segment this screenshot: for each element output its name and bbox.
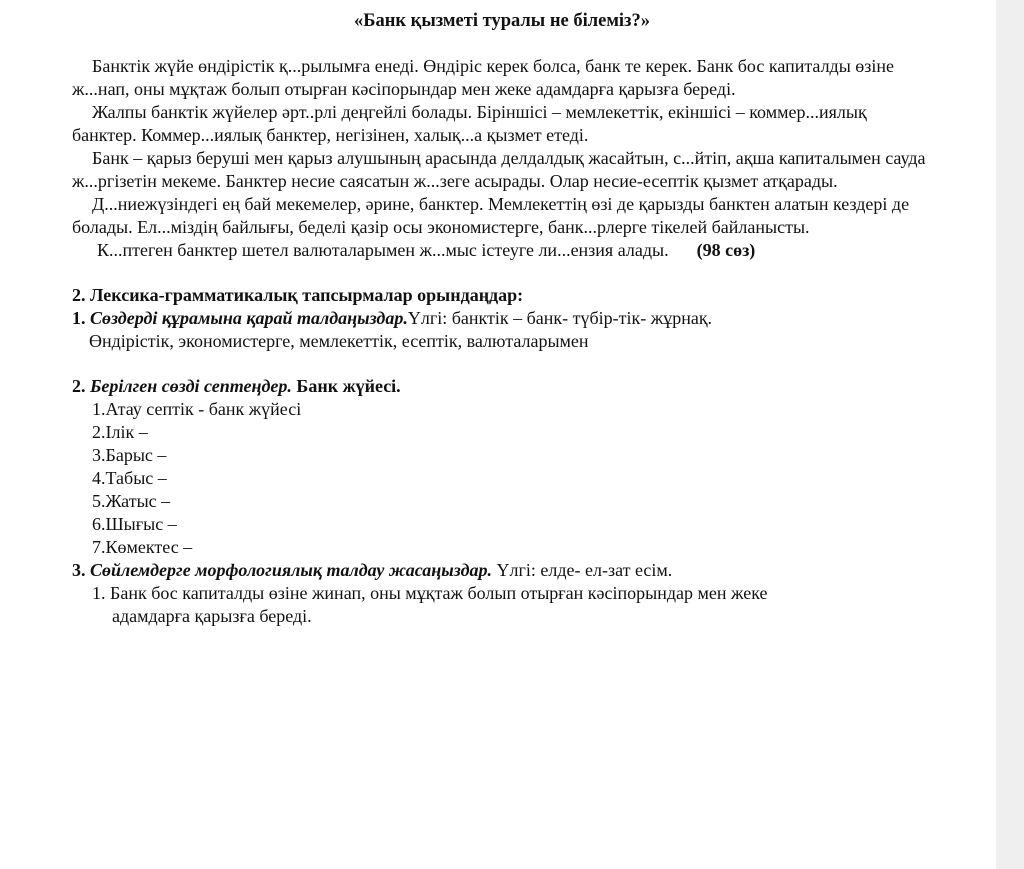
case-list (72, 398, 932, 559)
spacer (72, 353, 932, 375)
task-3-instruction: Сөйлемдерге морфологиялық талдау жасаңыздар. (90, 560, 493, 580)
case-item: 4.Табыс – (92, 468, 167, 488)
task-2-instruction: Берілген сөзді септеңдер. (90, 376, 292, 396)
case-item: 3.Барыс – (92, 445, 167, 465)
last-paragraph-text: К...птеген банктер шетел валюталарымен ж...мыс істеуге ли...ензия алады. (97, 240, 669, 260)
text-paragraph-2: Жалпы банктік жүйелер әрт..рлі деңгейлі болады. Біріншісі – мемлекеттік, екіншісі – коммер...иялық банктер. Коммер...иялық банктер, негізінен, халық...а қызмет етеді. (72, 102, 867, 145)
case-item: 7.Көмектес – (92, 537, 193, 557)
task-1-sample: Үлгі: банктік – банк- түбір-тік- жұрнақ. (407, 308, 713, 328)
viewer-side-strip (996, 0, 1024, 869)
case-item: 5.Жатыс – (92, 491, 171, 511)
text-paragraph-3: Банк – қарыз беруші мен қарыз алушының арасында делдалдық жасайтын, с...йтіп, ақша капиталымен сауда ж...ргізетін мекеме. Банктер несие саясатын ж...зеге асырады. Олар несие-есептік қызмет атқарады. (72, 148, 926, 191)
task-2-number: 2. (72, 376, 86, 396)
text-paragraph-5 (72, 239, 932, 262)
text-paragraph-1: Банктік жүйе өндірістік қ...рылымға енеді. Өндіріс керек болса, банк те керек. Банк бос капиталды өзіне ж...нап, оны мұқтаж болып отырған кәсіпорындар мен жеке адамдарға қарызға береді. (72, 56, 895, 99)
task-2-line (72, 375, 932, 398)
case-item: 2.Ілік – (92, 422, 148, 442)
task-3-number: 3. (72, 560, 86, 580)
case-item: 6.Шығыс – (92, 514, 177, 534)
task-1-instruction: Сөздерді құрамына қарай талдаңыздар. (90, 308, 408, 328)
word-count: (98 сөз) (696, 240, 756, 260)
task-3-sentence-text: Банк бос капиталды өзіне жинап, оны мұқтаж болып отырған кәсіпорындар мен жеке (110, 583, 768, 603)
task-1-number: 1. (72, 308, 86, 328)
task-1-words: Өндірістік, экономистерге, мемлекеттік, есептік, валюталарымен (89, 331, 589, 351)
task-3-line (72, 559, 932, 582)
task-2-word: Банк жүйесі. (296, 376, 401, 396)
text-paragraph-4: Д...ниежүзіндегі ең бай мекемелер, әрине, банктер. Мемлекеттің өзі де қарызды банктен алатын кездері де болады. Ел...міздің байлығы, беделі қазір осы экономистерге, банк...рлерге тікелей байланысты. (72, 194, 910, 237)
task-3-sample: Үлгі: елде- ел-зат есім. (496, 560, 673, 580)
task-1-line (72, 307, 932, 330)
task-3-sentence-line-2: адамдарға қарызға береді. (112, 606, 312, 626)
case-item: 1.Атау септік - банк жүйесі (92, 399, 302, 419)
document-title: «Банк қызметі туралы не білеміз?» (353, 11, 650, 31)
document-content (72, 10, 932, 628)
task-3-sentence-number: 1. (92, 583, 106, 603)
section-2-heading: 2. Лексика-грамматикалық тапсырмалар орындаңдар: (72, 285, 524, 305)
task-3-sentence-line-1 (72, 582, 932, 605)
